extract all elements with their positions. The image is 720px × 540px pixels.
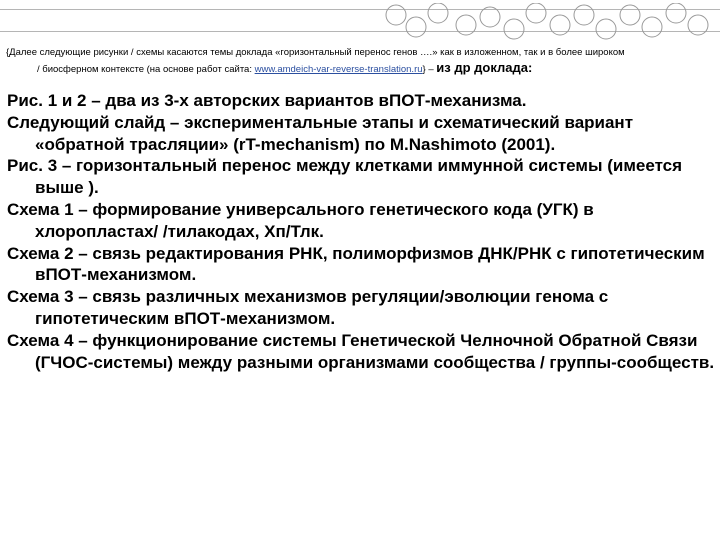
figure-list <box>7 90 717 373</box>
site-link[interactable]: www.amdeich-var-reverse-translation.ru <box>254 64 423 75</box>
decor-circle <box>550 15 570 35</box>
intro-note-line-1: {Далее следующие рисунки / схемы касаются темы доклада «горизонтальный перенос генов ….» как в изложенном, так и в более широком <box>6 47 625 58</box>
decor-circle <box>428 3 448 23</box>
decor-circle <box>642 17 662 37</box>
decor-circle <box>406 17 426 37</box>
list-item-scheme-3: Схема 3 – связь различных механизмов регуляции/эволюции генома с гипотетическим вПОТ-механизмом. <box>7 287 609 328</box>
decor-circle <box>620 5 640 25</box>
list-item-scheme-1: Схема 1 – формирование универсального генетического кода (УГК) в хлоропластах/ /тилакодах, Хп/Тлк. <box>7 199 594 241</box>
decor-circle <box>596 19 616 39</box>
decor-circle <box>504 19 524 39</box>
list-item-fig-3: Рис. 3 – горизонтальный перенос между клетками иммунной системы (имеется выше ). <box>7 156 683 198</box>
list-item-scheme-2: Схема 2 – связь редактирования РНК, полиморфизмов ДНК/РНК с гипотетическим вПОТ-механизмом. <box>7 243 705 285</box>
intro-note <box>6 45 718 77</box>
decor-circle <box>456 15 476 35</box>
intro-note-suffix: } – <box>422 64 437 75</box>
decor-circle <box>666 3 686 23</box>
intro-note-tail: из др доклада: <box>436 60 533 75</box>
list-item-fig-1-2: Рис. 1 и 2 – два из 3-х авторских вариантов вПОТ-механизма. <box>7 91 527 110</box>
intro-note-prefix: / биосферном контексте (на основе работ сайта: <box>37 64 255 75</box>
decor-circle <box>688 15 708 35</box>
decor-circle <box>480 7 500 27</box>
intro-note-line-2 <box>6 60 718 77</box>
decor-circle <box>574 5 594 25</box>
decor-circle <box>386 5 406 25</box>
decor-circle <box>526 3 546 23</box>
list-item-next-slide: Следующий слайд – экспериментальные этапы и схематический вариант «обратной трасляции» (rT-mechanism) по M.Nashimoto (2001). <box>7 112 634 154</box>
list-item-scheme-4: Схема 4 – функционирование системы Генетической Челночной Обратной Связи (ГЧОС-системы) между разными организмами сообщества / группы-сообществ. <box>7 330 715 372</box>
